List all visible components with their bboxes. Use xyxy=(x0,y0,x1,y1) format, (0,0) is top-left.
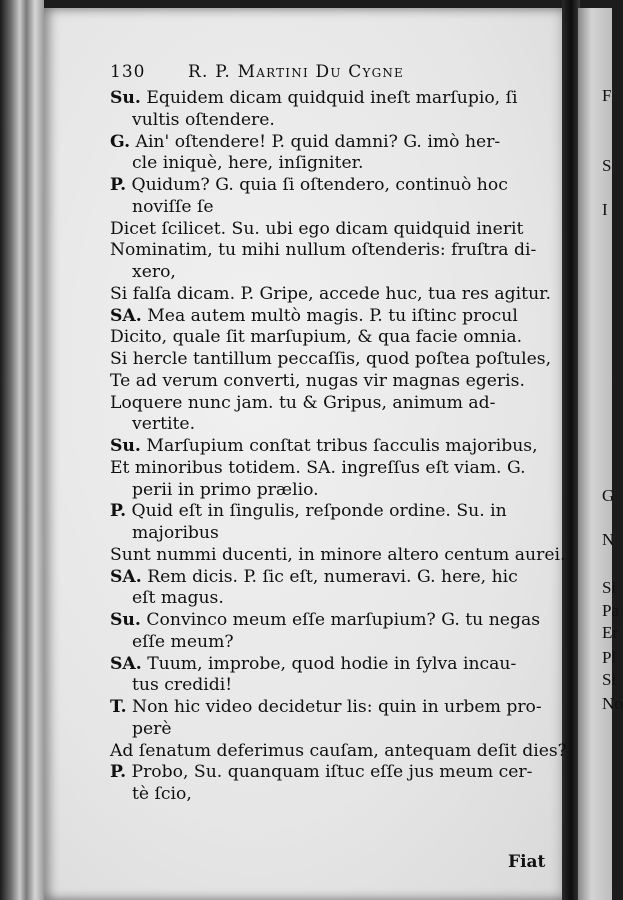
facing-page-fragment xyxy=(578,8,623,900)
facing-page-letter: Er xyxy=(602,623,619,642)
text-line xyxy=(110,567,518,588)
line-text: vultis oſtendere. xyxy=(132,109,275,130)
line-text: noviſſe ſe xyxy=(132,196,214,217)
text-line xyxy=(132,588,224,609)
facing-page-letter: F xyxy=(602,86,612,105)
text-line xyxy=(110,458,526,479)
text-line xyxy=(132,523,219,544)
line-text: Rem dicis. P. ſic eſt, numeravi. G. here, hic xyxy=(141,566,518,587)
facing-page-letter: Pl xyxy=(602,648,617,667)
text-line xyxy=(110,240,536,261)
text-line xyxy=(110,306,518,327)
speaker-label: P. xyxy=(110,762,127,783)
page-header xyxy=(110,62,550,86)
text-line xyxy=(110,436,538,457)
page-edges xyxy=(0,0,44,900)
text-line xyxy=(110,654,516,675)
text-line xyxy=(132,153,363,174)
facing-page-letter: N xyxy=(602,530,615,549)
text-line xyxy=(132,480,319,501)
line-text: Non hic video decidetur lis: quin in urbem pro- xyxy=(126,697,542,717)
page-number: 130 xyxy=(110,62,146,82)
text-line xyxy=(110,762,532,783)
catchword: Fiat xyxy=(508,852,546,872)
line-text: Si falſa dicam. P. Gripe, accede huc, tua res agitur. xyxy=(110,283,551,304)
line-text: perè xyxy=(132,718,172,739)
line-text: xero, xyxy=(132,262,176,282)
facing-page-letter: Si xyxy=(602,578,617,597)
text-line xyxy=(110,610,540,631)
speaker-label: SA. xyxy=(110,566,142,587)
line-text: Loquere nunc jam. tu & Gripus, animum ad- xyxy=(110,392,496,413)
speaker-label: SA. xyxy=(110,653,142,674)
line-text: Si hercle tantillum peccaſſis, quod poſtea poſtules, xyxy=(110,349,552,369)
speaker-label: Su. xyxy=(110,88,141,108)
facing-page-letter: No xyxy=(602,694,623,713)
text-line xyxy=(132,784,192,805)
running-head: R. P. Martini Du Cygne xyxy=(188,62,405,82)
speaker-label: Su. xyxy=(110,436,141,456)
facing-page-letter: Si xyxy=(602,670,617,689)
text-line xyxy=(110,132,500,153)
speaker-label: T. xyxy=(110,697,127,717)
line-text: Probo, Su. quanquam iſtuc eſſe jus meum cer- xyxy=(126,762,533,783)
text-line xyxy=(110,371,525,392)
line-text: eſſe meum? xyxy=(132,631,234,652)
text-line xyxy=(110,501,507,522)
line-text: Ain' oſtendere! P. quid damni? G. imò her- xyxy=(130,131,501,152)
facing-page-letter: Pa xyxy=(602,601,619,620)
line-text: Sunt nummi ducenti, in minore altero centum aurei. xyxy=(110,544,566,565)
text-line xyxy=(110,327,522,348)
line-text: Dicito, quale ſit marſupium, & qua facie omnia. xyxy=(110,327,523,348)
line-text: Mea autem multò magis. P. tu iſtinc procul xyxy=(141,305,518,326)
speaker-label: P. xyxy=(110,175,127,195)
text-line xyxy=(132,262,176,283)
facing-page-letter: S xyxy=(602,156,612,175)
text-line xyxy=(110,741,567,762)
text-line xyxy=(132,719,172,740)
line-text: Marſupium conſtat tribus ſacculis majoribus, xyxy=(140,436,538,456)
line-text: Nominatim, tu mihi nullum oſtenderis: fruſtra di- xyxy=(110,240,537,261)
text-line xyxy=(110,175,508,196)
text-line xyxy=(110,219,523,240)
line-text: Equidem dicam quidquid ineſt marſupio, ſi xyxy=(140,88,518,108)
text-line xyxy=(110,545,565,566)
text-line xyxy=(110,284,551,305)
text-line xyxy=(110,88,517,109)
facing-page-letter: G xyxy=(602,486,615,505)
line-text: Quidum? G. quia ſi oſtendero, continuò hoc xyxy=(126,175,508,195)
text-line xyxy=(132,414,195,435)
text-line xyxy=(110,393,495,414)
line-text: majoribus xyxy=(132,523,219,543)
text-line xyxy=(110,697,542,718)
text-line xyxy=(132,197,214,218)
speaker-label: P. xyxy=(110,501,127,522)
line-text: tè ſcio, xyxy=(132,784,192,804)
text-line xyxy=(132,675,232,696)
line-text: tus credidi! xyxy=(132,675,233,696)
line-text: eſt magus. xyxy=(132,588,224,609)
line-text: Te ad verum converti, nugas vir magnas egeris. xyxy=(110,370,525,391)
line-text: Tuum, improbe, quod hodie in ſylva incau- xyxy=(141,653,517,674)
line-text: Et minoribus totidem. SA. ingreſſus eſt viam. G. xyxy=(110,457,526,478)
line-text: Dicet ſcilicet. Su. ubi ego dicam quidquid inerit xyxy=(110,218,524,239)
line-text: Quid eſt in ſingulis, reſponde ordine. Su. in xyxy=(126,501,507,522)
text-line xyxy=(132,632,234,653)
speaker-label: G. xyxy=(110,131,131,152)
line-text: Ad ſenatum deferimus cauſam, antequam deſit dies? xyxy=(110,740,567,761)
facing-page-letter: I xyxy=(602,200,608,219)
line-text: vertite. xyxy=(132,414,196,435)
line-text: Convinco meum eſſe marſupium? G. tu negas xyxy=(140,610,541,630)
text-line xyxy=(110,349,551,370)
text-line xyxy=(132,110,275,131)
speaker-label: SA. xyxy=(110,305,142,326)
speaker-label: Su. xyxy=(110,610,141,630)
line-text: perii in primo prælio. xyxy=(132,479,319,500)
line-text: cle iniquè, here, inſigniter. xyxy=(132,153,364,174)
